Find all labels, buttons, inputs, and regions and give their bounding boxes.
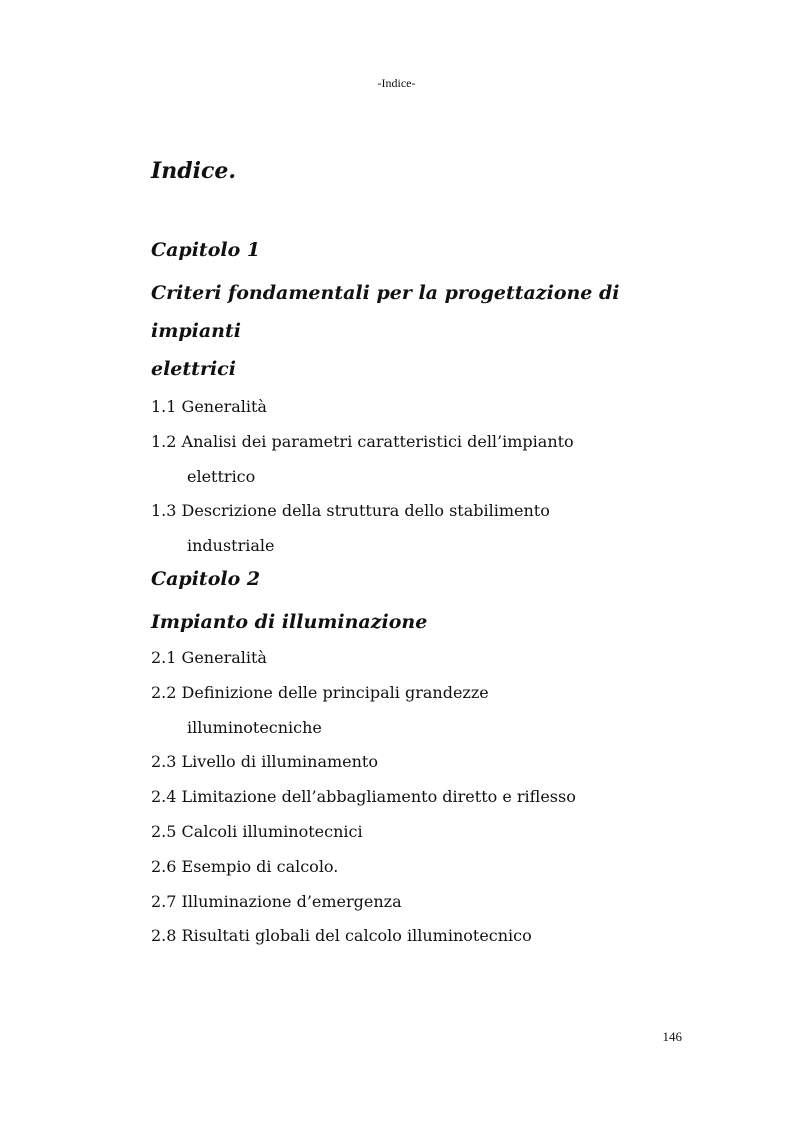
chapter-title-line: Criteri fondamentali per la progettazione di impianti [151, 282, 620, 342]
entry-text-continuation: industriale [187, 536, 275, 556]
entry-number: 2.7 [151, 891, 177, 911]
entry-number: 2.4 [151, 787, 177, 807]
chapter-1 [151, 236, 711, 564]
toc-entry-1-1[interactable] [151, 390, 711, 425]
entry-number: 2.3 [151, 752, 177, 772]
chapter-title-line: Impianto di illuminazione [151, 611, 428, 633]
entry-text-continuation: elettrico [187, 466, 256, 486]
entry-text: Illuminazione d’emergenza [181, 891, 402, 911]
entry-text: Generalità [181, 397, 267, 416]
toc-entry-1-3[interactable] [151, 494, 711, 564]
entry-number: 2.2 [151, 682, 177, 702]
chapter-2 [151, 565, 711, 954]
entry-text: Risultati globali del calcolo illuminotecnico [181, 926, 532, 946]
entry-text: Descrizione della struttura dello stabilimento [181, 501, 550, 521]
entry-text: Calcoli illuminotecnici [181, 821, 363, 841]
entry-number: 2.1 [151, 648, 177, 667]
page-number: 146 [662, 1029, 682, 1044]
toc-entry-2-8[interactable] [151, 919, 711, 954]
toc-entry-2-7[interactable] [151, 885, 711, 920]
toc-entry-2-3[interactable] [151, 745, 711, 780]
toc-entries [151, 390, 711, 564]
entry-text: Esempio di calcolo. [181, 856, 339, 876]
entry-number: 2.6 [151, 856, 177, 876]
entry-text: Generalità [181, 648, 267, 667]
chapter-title-line: elettrici [151, 358, 236, 380]
chapter-title [151, 274, 711, 388]
entry-number: 2.5 [151, 821, 177, 841]
chapter-label: Capitolo 2 [151, 568, 261, 590]
toc-entry-2-2[interactable] [151, 676, 711, 746]
toc-entry-2-6[interactable] [151, 850, 711, 885]
entry-text: Definizione delle principali grandezze [181, 682, 489, 702]
entry-number: 1.1 [151, 397, 177, 416]
toc-entry-2-5[interactable] [151, 815, 711, 850]
entry-text: Limitazione dell’abbagliamento diretto e riflesso [181, 787, 576, 807]
chapter-label: Capitolo 1 [151, 239, 261, 261]
entry-text: Analisi dei parametri caratteristici dell’impianto [181, 431, 574, 451]
entry-number: 1.3 [151, 501, 177, 521]
chapter-title [151, 603, 711, 641]
running-header: -Indice- [377, 76, 416, 90]
entry-text-continuation: illuminotecniche [187, 717, 322, 737]
page-title: Indice. [151, 158, 237, 184]
entry-text: Livello di illuminamento [181, 752, 378, 772]
toc-entry-2-1[interactable] [151, 641, 711, 676]
toc-entries [151, 641, 711, 954]
entry-number: 1.2 [151, 431, 177, 451]
toc-entry-2-4[interactable] [151, 780, 711, 815]
toc-entry-1-2[interactable] [151, 425, 711, 495]
entry-number: 2.8 [151, 926, 177, 946]
